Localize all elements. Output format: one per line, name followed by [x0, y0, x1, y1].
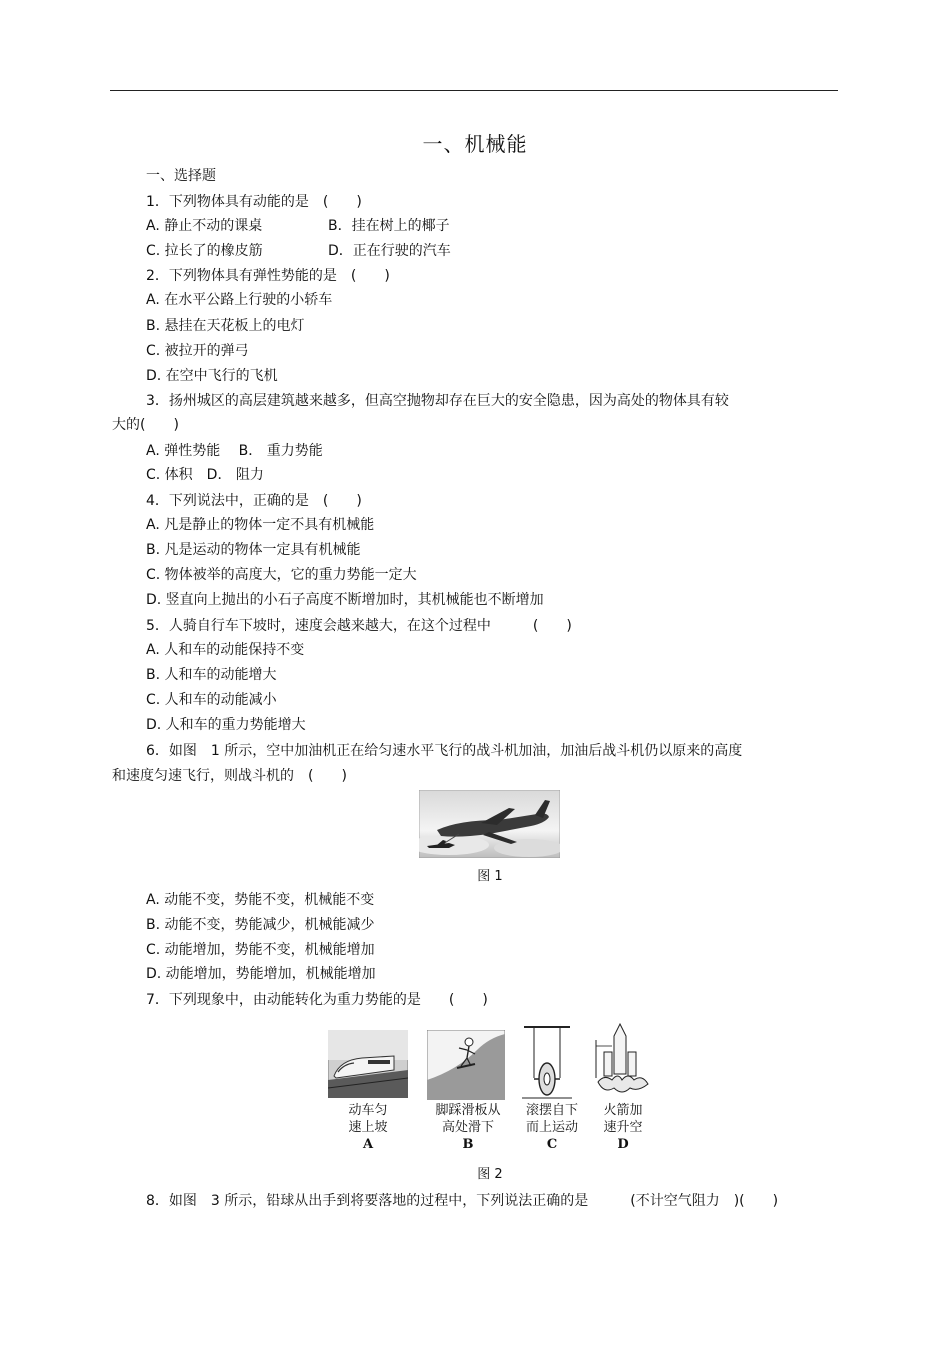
panel-c-label-line1: 滚摆自下 — [525, 1103, 578, 1118]
panel-c-label-line2: 而上运动 — [525, 1120, 578, 1135]
q4-stem: 4．下列说法中，正确的是 ( ) — [146, 493, 362, 509]
q2-option-a: A. 在水平公路上行驶的小轿车 — [146, 292, 333, 308]
q6-option-b: B. 动能不变，势能减少，机械能减少 — [146, 917, 375, 933]
q1-option-b: B．挂在树上的椰子 — [328, 218, 450, 234]
panel-a-label-line2: 速上坡 — [348, 1120, 388, 1135]
q1-option-a: A. 静止不动的课桌 — [146, 218, 263, 234]
q6-option-d: D. 动能增加，势能增加，机械能增加 — [146, 966, 376, 982]
q1-option-c: C. 拉长了的橡皮筋 — [146, 243, 263, 259]
q4-option-a: A. 凡是静止的物体一定不具有机械能 — [146, 517, 375, 533]
panel-b-label-line1: 脚踩滑板从 — [435, 1103, 501, 1118]
wheel-icon — [539, 1063, 555, 1095]
section-heading: 一、选择题 — [146, 168, 216, 184]
figure-2-caption: 图 2 — [477, 1167, 503, 1182]
q5-option-a: A. 人和车的动能保持不变 — [146, 642, 305, 658]
q3-options-ab: A. 弹性势能 B． 重力势能 — [146, 443, 323, 459]
q3-stem-line2: 大的( ) — [112, 417, 179, 433]
q6-option-c: C. 动能增加，势能不变，机械能增加 — [146, 942, 375, 958]
figure-1-refueling-aircraft — [419, 790, 560, 858]
q4-option-d: D. 竖直向上抛出的小石子高度不断增加时，其机械能也不断增加 — [146, 592, 544, 608]
smoke-cloud-icon — [598, 1076, 648, 1092]
q3-options-cd: C. 体积 D． 阻力 — [146, 467, 264, 483]
q5-stem: 5．人骑自行车下坡时，速度会越来越大，在这个过程中 ( ) — [146, 618, 572, 634]
q4-option-b: B. 凡是运动的物体一定具有机械能 — [146, 542, 361, 558]
q2-option-d: D. 在空中飞行的飞机 — [146, 368, 278, 384]
q2-option-b: B. 悬挂在天花板上的电灯 — [146, 318, 305, 334]
figure-2-panel-b-skateboard — [427, 1030, 505, 1100]
q1-option-d: D．正在行驶的汽车 — [328, 243, 451, 259]
q4-option-c: C. 物体被举的高度大，它的重力势能一定大 — [146, 567, 417, 583]
figure-2-panel-a-train — [328, 1030, 408, 1098]
q1-stem: 1．下列物体具有动能的是 ( ) — [146, 194, 362, 210]
q6-option-a: A. 动能不变，势能不变，机械能不变 — [146, 892, 375, 908]
panel-c-letter: C — [546, 1137, 558, 1152]
figure-1-caption: 图 1 — [477, 869, 503, 884]
panel-d-label-line1: 火箭加 — [603, 1103, 643, 1118]
panel-b-letter: B — [462, 1137, 474, 1152]
header-rule — [110, 90, 838, 91]
panel-d-letter: D — [617, 1137, 629, 1152]
q6-stem-line2: 和速度匀速飞行，则战斗机的 ( ) — [112, 768, 347, 784]
q5-option-b: B. 人和车的动能增大 — [146, 667, 277, 683]
q5-option-c: C. 人和车的动能减小 — [146, 692, 277, 708]
q5-option-d: D. 人和车的重力势能增大 — [146, 717, 306, 733]
panel-a-label-line1: 动车匀 — [348, 1103, 388, 1118]
rocket-icon — [596, 1024, 636, 1078]
q6-stem-line1: 6．如图 1 所示，空中加油机正在给匀速水平飞行的战斗机加油，加油后战斗机仍以原来的高度 — [146, 743, 743, 759]
q7-stem: 7．下列现象中，由动能转化为重力势能的是 ( ) — [146, 992, 488, 1008]
q8-stem: 8．如图 3 所示，铅球从出手到将要落地的过程中，下列说法正确的是 (不计空气阻力 )( ) — [146, 1193, 779, 1209]
panel-d-label-line2: 速升空 — [603, 1120, 643, 1135]
q2-option-c: C. 被拉开的弹弓 — [146, 343, 249, 359]
q2-stem: 2．下列物体具有弹性势能的是 ( ) — [146, 268, 390, 284]
q3-stem-line1: 3．扬州城区的高层建筑越来越多，但高空抛物却存在巨大的安全隐患，因为高处的物体具有较 — [146, 393, 729, 409]
page-title: 一、机械能 — [422, 132, 528, 156]
figure-2-panel-d-rocket — [592, 1022, 652, 1100]
figure-2-panel-c-maxwell-wheel — [520, 1024, 574, 1100]
panel-a-letter: A — [362, 1137, 374, 1152]
panel-b-label-line2: 高处滑下 — [441, 1120, 494, 1135]
